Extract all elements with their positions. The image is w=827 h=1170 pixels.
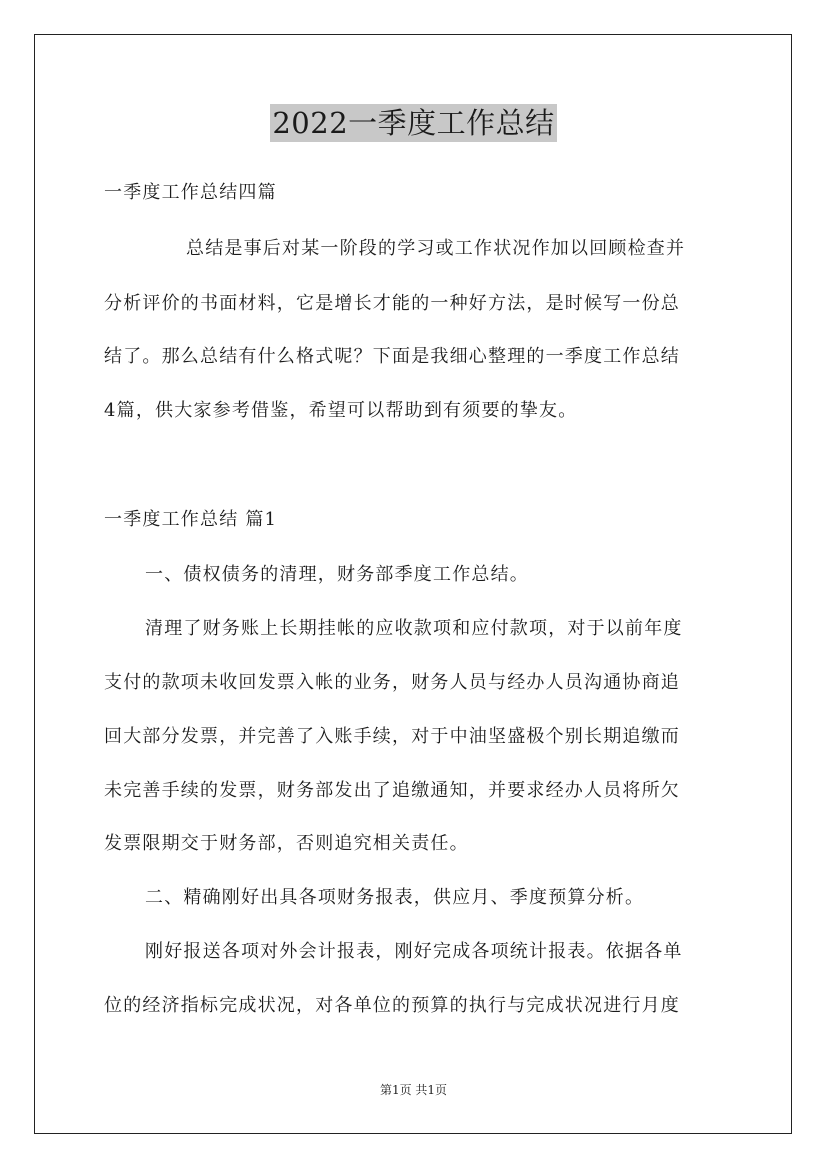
document-title: 2022一季度工作总结 xyxy=(272,106,555,140)
item1-line-5: 发票限期交于财务部，否则追究相关责任。 xyxy=(104,833,469,854)
item2-heading: 二、精确刚好出具各项财务报表，供应月、季度预算分析。 xyxy=(145,887,645,908)
page-footer: 第1页 共1页 xyxy=(379,1083,448,1097)
intro-line-2: 分析评价的书面材料，它是增长才能的一种好方法，是时候写一份总 xyxy=(104,293,680,314)
section-heading: 一季度工作总结 篇1 xyxy=(104,509,278,530)
item1-line-2: 支付的款项未收回发票入帐的业务，财务人员与经办人员沟通协商追 xyxy=(104,672,680,693)
item1-heading: 一、债权债务的清理，财务部季度工作总结。 xyxy=(145,564,529,585)
item1-line-4: 未完善手续的发票，财务部发出了追缴通知，并要求经办人员将所欠 xyxy=(104,780,680,801)
intro-line-3: 结了。那么总结有什么格式呢？下面是我细心整理的一季度工作总结 xyxy=(104,346,680,367)
item2-line-2: 位的经济指标完成状况，对各单位的预算的执行与完成状况进行月度 xyxy=(104,995,680,1016)
intro-line-1: 总结是事后对某一阶段的学习或工作状况作加以回顾检查并 xyxy=(186,238,686,259)
intro-line-4: 4篇，供大家参考借鉴，希望可以帮助到有须要的挚友。 xyxy=(104,400,578,421)
item1-line-3: 回大部分发票，并完善了入账手续，对于中油坚盛极个别长期追缴而 xyxy=(104,726,680,747)
item1-line-1: 清理了财务账上长期挂帐的应收款项和应付款项，对于以前年度 xyxy=(145,618,683,639)
item2-line-1: 刚好报送各项对外会计报表，刚好完成各项统计报表。依据各单 xyxy=(145,941,683,962)
title-container xyxy=(0,104,827,142)
document-subtitle: 一季度工作总结四篇 xyxy=(104,182,277,203)
